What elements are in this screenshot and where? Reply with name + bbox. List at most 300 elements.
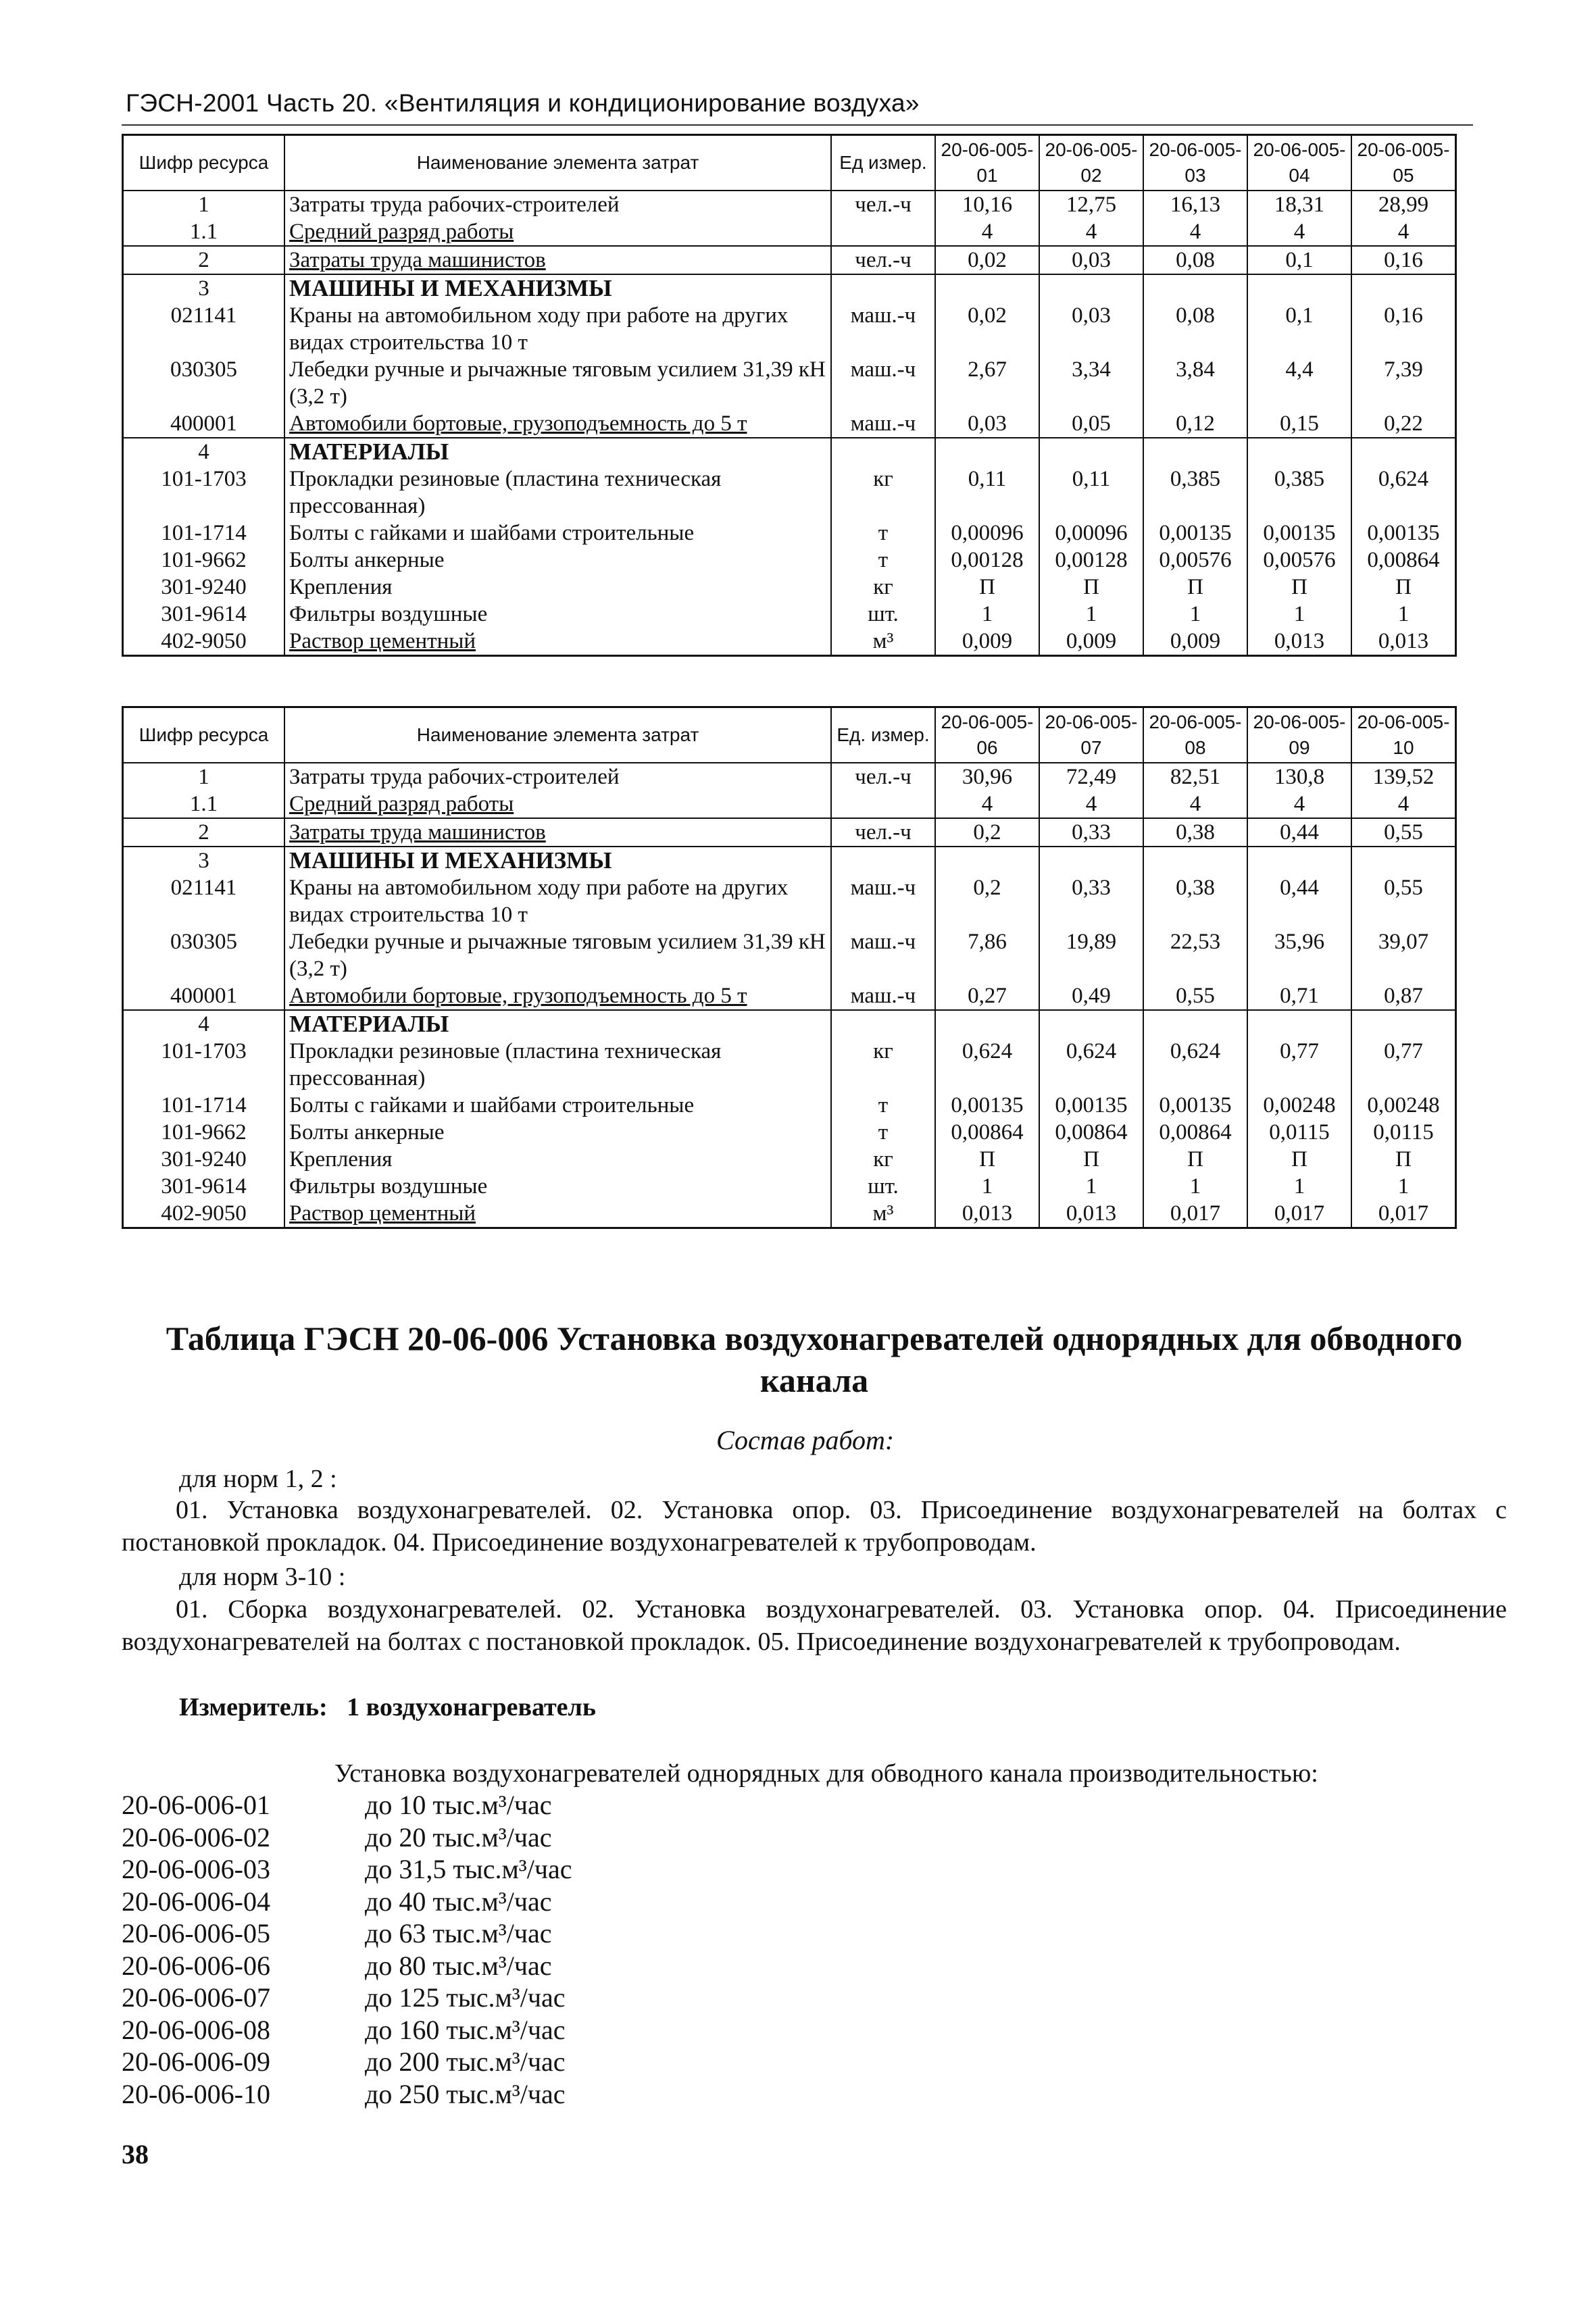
resource-name: МАТЕРИАЛЫ xyxy=(284,1010,831,1038)
norm-description: до 20 тыс.м³/час xyxy=(365,1821,552,1853)
value-cell: 16,13 xyxy=(1143,191,1247,218)
value-cell: 0,009 xyxy=(935,628,1039,656)
resource-code: 021141 xyxy=(123,874,285,928)
value-cell: 0,00135 xyxy=(935,1092,1039,1119)
table-row xyxy=(123,1092,1456,1119)
norms-table-2 xyxy=(122,706,1457,1229)
value-cell: 0,55 xyxy=(1351,874,1456,928)
list-item xyxy=(122,2046,572,2078)
value-cell: 7,86 xyxy=(935,928,1039,982)
value-cell xyxy=(1143,438,1247,466)
value-cell: 0,00096 xyxy=(1039,520,1143,547)
value-cell: 0,017 xyxy=(1143,1200,1247,1228)
resource-name: Фильтры воздушные xyxy=(284,601,831,628)
norms-b-label: для норм 3-10 : xyxy=(179,1563,346,1591)
resource-code: 101-1703 xyxy=(123,1038,285,1092)
value-cell: 28,99 xyxy=(1351,191,1456,218)
table-row xyxy=(123,520,1456,547)
resource-code: 402-9050 xyxy=(123,1200,285,1228)
resource-code: 301-9240 xyxy=(123,1146,285,1173)
norm-code: 20-06-006-01 xyxy=(122,1790,270,1820)
resource-name: Болты с гайками и шайбами строительные xyxy=(284,1092,831,1119)
composition-heading: Состав работ: xyxy=(716,1425,895,1455)
running-header: ГЭСН-2001 Часть 20. «Вентиляция и кондиционирование воздуха» xyxy=(126,89,920,117)
value-cell: 22,53 xyxy=(1143,928,1247,982)
value-cell: 35,96 xyxy=(1247,928,1351,982)
unit-cell: чел.-ч xyxy=(831,818,935,847)
value-cell: 0,017 xyxy=(1351,1200,1456,1228)
norms-b-text: 01. Сборка воздухонагревателей. 02. Установка воздухонагревателей. 03. Установка опор. 04. Присоединение воздухонагревателей на болтах с постановкой прокладок. 05. Присоединение воздухонагревателей к трубопроводам. xyxy=(122,1595,1507,1656)
norm-code: 20-06-006-03 xyxy=(122,1854,270,1884)
unit-cell xyxy=(831,274,935,302)
col-header-code: Шифр ресурса xyxy=(123,135,285,191)
value-cell xyxy=(935,847,1039,874)
resource-name: Затраты труда машинистов xyxy=(284,818,831,847)
value-cell: 0,00128 xyxy=(935,547,1039,574)
norm-code: 20-06-006-10 xyxy=(122,2078,270,2109)
value-cell: 82,51 xyxy=(1143,763,1247,790)
list-item xyxy=(122,1853,572,1886)
table-row xyxy=(123,191,1456,218)
table-row xyxy=(123,1173,1456,1200)
value-cell: 0,27 xyxy=(935,982,1039,1010)
table-row xyxy=(123,1119,1456,1146)
value-cell: 0,00576 xyxy=(1143,547,1247,574)
value-cell xyxy=(935,438,1039,466)
value-cell: П xyxy=(935,1146,1039,1173)
value-cell: 4 xyxy=(1143,218,1247,246)
value-cell: 0,009 xyxy=(1039,628,1143,656)
norm-description: до 31,5 тыс.м³/час xyxy=(365,1854,572,1884)
value-cell: 0,00135 xyxy=(1143,520,1247,547)
table-row xyxy=(123,763,1456,790)
value-cell: 7,39 xyxy=(1351,356,1456,410)
table-row xyxy=(123,982,1456,1010)
resource-name: Средний разряд работы xyxy=(284,790,831,818)
value-cell: 0,22 xyxy=(1351,410,1456,438)
value-cell: 4 xyxy=(1247,790,1351,818)
value-cell: 4 xyxy=(1039,790,1143,818)
unit-cell: т xyxy=(831,1092,935,1119)
value-cell: 0,0115 xyxy=(1247,1119,1351,1146)
value-cell: 4 xyxy=(1351,218,1456,246)
table-row xyxy=(123,628,1456,656)
table-row xyxy=(123,928,1456,982)
value-cell: 0,02 xyxy=(935,246,1039,274)
resource-name: МАШИНЫ И МЕХАНИЗМЫ xyxy=(284,274,831,302)
table-row xyxy=(123,466,1456,520)
value-cell: 0,1 xyxy=(1247,302,1351,356)
value-cell: 0,00248 xyxy=(1351,1092,1456,1119)
table-row xyxy=(123,274,1456,302)
value-cell: 39,07 xyxy=(1351,928,1456,982)
table-row xyxy=(123,438,1456,466)
value-cell: 4 xyxy=(1351,790,1456,818)
value-cell: 2,67 xyxy=(935,356,1039,410)
value-cell: 0,08 xyxy=(1143,302,1247,356)
value-cell: 0,03 xyxy=(1039,302,1143,356)
resource-name: Раствор цементный xyxy=(284,628,831,656)
value-cell: 0,624 xyxy=(1143,1038,1247,1092)
resource-code: 1.1 xyxy=(123,790,285,818)
norm-description: до 160 тыс.м³/час xyxy=(365,2014,566,2045)
value-cell: 12,75 xyxy=(1039,191,1143,218)
value-cell: 0,44 xyxy=(1247,818,1351,847)
value-cell: 0,624 xyxy=(1351,466,1456,520)
value-cell xyxy=(1247,438,1351,466)
col-header-norm: 20-06-005-03 xyxy=(1143,135,1247,191)
col-header-unit: Ед измер. xyxy=(831,135,935,191)
table-row xyxy=(123,302,1456,356)
value-cell: 0,00135 xyxy=(1039,1092,1143,1119)
table-row xyxy=(123,218,1456,246)
value-cell xyxy=(1351,847,1456,874)
value-cell: П xyxy=(1039,574,1143,601)
value-cell: 0,33 xyxy=(1039,874,1143,928)
unit-cell: чел.-ч xyxy=(831,191,935,218)
measure-value: 1 воздухонагреватель xyxy=(347,1693,596,1721)
unit-cell: маш.-ч xyxy=(831,982,935,1010)
table-row xyxy=(123,874,1456,928)
resource-name: Раствор цементный xyxy=(284,1200,831,1228)
value-cell xyxy=(1247,1010,1351,1038)
unit-cell: кг xyxy=(831,574,935,601)
value-cell: 0,08 xyxy=(1143,246,1247,274)
value-cell xyxy=(1039,847,1143,874)
unit-cell: кг xyxy=(831,1146,935,1173)
resource-code: 400001 xyxy=(123,982,285,1010)
value-cell: 0,017 xyxy=(1247,1200,1351,1228)
value-cell: 0,11 xyxy=(935,466,1039,520)
col-header-norm: 20-06-005-07 xyxy=(1039,707,1143,763)
value-cell xyxy=(1039,438,1143,466)
resource-code: 101-1703 xyxy=(123,466,285,520)
norms-a-text: 01. Установка воздухонагревателей. 02. Установка опор. 03. Присоединение воздухонагревателей на болтах с постановкой прокладок. 04. Присоединение воздухонагревателей к трубопроводам. xyxy=(122,1496,1507,1557)
resource-name: Лебедки ручные и рычажные тяговым усилием 31,39 кН (3,2 т) xyxy=(284,928,831,982)
value-cell: П xyxy=(1143,574,1247,601)
value-cell: 0,00248 xyxy=(1247,1092,1351,1119)
col-header-code: Шифр ресурса xyxy=(123,707,285,763)
value-cell: 0,00576 xyxy=(1247,547,1351,574)
unit-cell xyxy=(831,218,935,246)
resource-name: МАТЕРИАЛЫ xyxy=(284,438,831,466)
value-cell: 0,00864 xyxy=(1351,547,1456,574)
value-cell: 10,16 xyxy=(935,191,1039,218)
resource-name: Автомобили бортовые, грузоподъемность до 5 т xyxy=(284,982,831,1010)
col-header-norm: 20-06-005-02 xyxy=(1039,135,1143,191)
value-cell xyxy=(935,274,1039,302)
norm-description: до 250 тыс.м³/час xyxy=(365,2078,566,2109)
list-item xyxy=(122,1789,572,1821)
value-cell: 0,00128 xyxy=(1039,547,1143,574)
value-cell: 1 xyxy=(1351,1173,1456,1200)
value-cell: 0,55 xyxy=(1351,818,1456,847)
value-cell: 1 xyxy=(1039,1173,1143,1200)
value-cell: 0,16 xyxy=(1351,246,1456,274)
value-cell: 0,03 xyxy=(935,410,1039,438)
resource-code: 301-9614 xyxy=(123,601,285,628)
value-cell: 0,00135 xyxy=(1247,520,1351,547)
value-cell: 0,385 xyxy=(1247,466,1351,520)
value-cell: 0,0115 xyxy=(1351,1119,1456,1146)
measure-label: Измеритель: xyxy=(179,1693,328,1721)
value-cell: 4 xyxy=(1143,790,1247,818)
resource-code: 1 xyxy=(123,191,285,218)
value-cell: 19,89 xyxy=(1039,928,1143,982)
value-cell: 1 xyxy=(935,1173,1039,1200)
value-cell: П xyxy=(1039,1146,1143,1173)
col-header-norm: 20-06-005-08 xyxy=(1143,707,1247,763)
table-row xyxy=(123,574,1456,601)
value-cell: 0,87 xyxy=(1351,982,1456,1010)
value-cell: 1 xyxy=(1247,601,1351,628)
norm-description: до 200 тыс.м³/час xyxy=(365,2046,566,2077)
value-cell: 4 xyxy=(1247,218,1351,246)
value-cell: 0,2 xyxy=(935,874,1039,928)
value-cell xyxy=(1039,1010,1143,1038)
unit-cell: м³ xyxy=(831,1200,935,1228)
value-cell: 0,44 xyxy=(1247,874,1351,928)
value-cell: 0,00864 xyxy=(1143,1119,1247,1146)
unit-cell xyxy=(831,790,935,818)
value-cell: 0,15 xyxy=(1247,410,1351,438)
resource-code: 2 xyxy=(123,818,285,847)
value-cell: 0,00135 xyxy=(1143,1092,1247,1119)
resource-name: Болты анкерные xyxy=(284,1119,831,1146)
resource-code: 4 xyxy=(123,1010,285,1038)
resource-code: 1 xyxy=(123,763,285,790)
norm-description: до 40 тыс.м³/час xyxy=(365,1886,552,1917)
resource-code: 101-1714 xyxy=(123,520,285,547)
page-number: 38 xyxy=(122,2139,149,2169)
table-row xyxy=(123,818,1456,847)
resource-name: Затраты труда рабочих-строителей xyxy=(284,191,831,218)
table-row xyxy=(123,410,1456,438)
resource-name: Болты анкерные xyxy=(284,547,831,574)
value-cell: 0,38 xyxy=(1143,818,1247,847)
unit-cell: т xyxy=(831,547,935,574)
resource-code: 101-1714 xyxy=(123,1092,285,1119)
unit-cell: кг xyxy=(831,1038,935,1092)
value-cell: 0,00135 xyxy=(1351,520,1456,547)
unit-cell xyxy=(831,1010,935,1038)
value-cell: П xyxy=(935,574,1039,601)
value-cell: 0,1 xyxy=(1247,246,1351,274)
resource-code: 3 xyxy=(123,274,285,302)
value-cell: 3,84 xyxy=(1143,356,1247,410)
list-item xyxy=(122,2078,572,2111)
value-cell: 0,05 xyxy=(1039,410,1143,438)
resource-name: Лебедки ручные и рычажные тяговым усилием 31,39 кН (3,2 т) xyxy=(284,356,831,410)
value-cell: 1 xyxy=(1143,601,1247,628)
resource-name: Краны на автомобильном ходу при работе на других видах строительства 10 т xyxy=(284,874,831,928)
value-cell: 0,33 xyxy=(1039,818,1143,847)
value-cell: 0,55 xyxy=(1143,982,1247,1010)
col-header-norm: 20-06-005-01 xyxy=(935,135,1039,191)
col-header-name: Наименование элемента затрат xyxy=(284,707,831,763)
resource-code: 030305 xyxy=(123,356,285,410)
resource-code: 301-9614 xyxy=(123,1173,285,1200)
unit-cell: маш.-ч xyxy=(831,356,935,410)
table-row xyxy=(123,547,1456,574)
table-row xyxy=(123,790,1456,818)
table-row xyxy=(123,847,1456,874)
value-cell: 0,624 xyxy=(1039,1038,1143,1092)
norm-code: 20-06-006-06 xyxy=(122,1950,270,1981)
value-cell xyxy=(1247,274,1351,302)
value-cell: 4 xyxy=(935,218,1039,246)
section-title-line1: Таблица ГЭСН 20-06-006 Установка воздухонагревателей однорядных для обводного xyxy=(166,1319,1463,1357)
unit-cell: маш.-ч xyxy=(831,410,935,438)
resource-name: Краны на автомобильном ходу при работе на других видах строительства 10 т xyxy=(284,302,831,356)
unit-cell: маш.-ч xyxy=(831,874,935,928)
value-cell: 1 xyxy=(935,601,1039,628)
value-cell: 1 xyxy=(1351,601,1456,628)
unit-cell: шт. xyxy=(831,1173,935,1200)
table-row xyxy=(123,356,1456,410)
unit-cell: чел.-ч xyxy=(831,763,935,790)
list-item xyxy=(122,1917,572,1950)
value-cell: 0,00864 xyxy=(935,1119,1039,1146)
col-header-norm: 20-06-005-10 xyxy=(1351,707,1456,763)
resource-code: 2 xyxy=(123,246,285,274)
resource-name: МАШИНЫ И МЕХАНИЗМЫ xyxy=(284,847,831,874)
resource-code: 400001 xyxy=(123,410,285,438)
value-cell: 0,00096 xyxy=(935,520,1039,547)
table-row xyxy=(123,1146,1456,1173)
value-cell xyxy=(1143,847,1247,874)
value-cell xyxy=(935,1010,1039,1038)
value-cell: 4 xyxy=(1039,218,1143,246)
value-cell xyxy=(1039,274,1143,302)
resource-code: 402-9050 xyxy=(123,628,285,656)
norm-description: до 63 тыс.м³/час xyxy=(365,1918,552,1948)
value-cell: 0,009 xyxy=(1143,628,1247,656)
value-cell: 0,2 xyxy=(935,818,1039,847)
value-cell xyxy=(1351,438,1456,466)
value-cell: 0,385 xyxy=(1143,466,1247,520)
resource-name: Крепления xyxy=(284,1146,831,1173)
norms-table-1 xyxy=(122,134,1457,657)
value-cell: 30,96 xyxy=(935,763,1039,790)
table-row xyxy=(123,1038,1456,1092)
col-header-name: Наименование элемента затрат xyxy=(284,135,831,191)
resource-name: Болты с гайками и шайбами строительные xyxy=(284,520,831,547)
value-cell: 1 xyxy=(1039,601,1143,628)
value-cell: 0,16 xyxy=(1351,302,1456,356)
resource-code: 101-9662 xyxy=(123,1119,285,1146)
resource-code: 021141 xyxy=(123,302,285,356)
table-row xyxy=(123,1010,1456,1038)
col-header-norm: 20-06-005-09 xyxy=(1247,707,1351,763)
section-title xyxy=(122,1317,1507,1401)
list-item xyxy=(122,1950,572,1982)
col-header-unit: Ед. измер. xyxy=(831,707,935,763)
value-cell: 1 xyxy=(1247,1173,1351,1200)
resource-code: 030305 xyxy=(123,928,285,982)
resource-name: Фильтры воздушные xyxy=(284,1173,831,1200)
list-item xyxy=(122,1982,572,2014)
norm-code: 20-06-006-07 xyxy=(122,1982,270,2013)
value-cell: П xyxy=(1247,1146,1351,1173)
value-cell: 0,013 xyxy=(1247,628,1351,656)
value-cell: П xyxy=(1143,1146,1247,1173)
value-cell: 0,49 xyxy=(1039,982,1143,1010)
section-title-line2: канала xyxy=(759,1361,869,1399)
table-row xyxy=(123,1200,1456,1228)
value-cell: 0,71 xyxy=(1247,982,1351,1010)
list-item xyxy=(122,1886,572,1918)
resource-name: Средний разряд работы xyxy=(284,218,831,246)
unit-cell xyxy=(831,438,935,466)
norm-description: до 10 тыс.м³/час xyxy=(365,1790,552,1820)
norm-code: 20-06-006-05 xyxy=(122,1918,270,1948)
value-cell: 0,013 xyxy=(1351,628,1456,656)
value-cell: П xyxy=(1351,1146,1456,1173)
value-cell: 0,624 xyxy=(935,1038,1039,1092)
resource-name: Крепления xyxy=(284,574,831,601)
resource-name: Затраты труда машинистов xyxy=(284,246,831,274)
value-cell: 139,52 xyxy=(1351,763,1456,790)
resource-name: Прокладки резиновые (пластина техническая прессованная) xyxy=(284,1038,831,1092)
unit-cell: т xyxy=(831,520,935,547)
norm-code: 20-06-006-02 xyxy=(122,1821,270,1853)
resource-code: 301-9240 xyxy=(123,574,285,601)
list-intro: Установка воздухонагревателей однорядных для обводного канала производительностью: xyxy=(334,1759,1318,1788)
unit-cell: шт. xyxy=(831,601,935,628)
resource-code: 3 xyxy=(123,847,285,874)
value-cell: 0,77 xyxy=(1247,1038,1351,1092)
value-cell: 0,77 xyxy=(1351,1038,1456,1092)
unit-cell xyxy=(831,847,935,874)
resource-name: Затраты труда рабочих-строителей xyxy=(284,763,831,790)
resource-name: Прокладки резиновые (пластина техническая прессованная) xyxy=(284,466,831,520)
value-cell: 4 xyxy=(935,790,1039,818)
norm-description: до 80 тыс.м³/час xyxy=(365,1950,552,1981)
norm-list xyxy=(122,1789,572,2110)
header-rule xyxy=(122,124,1473,126)
value-cell xyxy=(1351,274,1456,302)
value-cell xyxy=(1351,1010,1456,1038)
value-cell xyxy=(1143,1010,1247,1038)
value-cell: 130,8 xyxy=(1247,763,1351,790)
value-cell xyxy=(1247,847,1351,874)
unit-cell: кг xyxy=(831,466,935,520)
value-cell: 0,02 xyxy=(935,302,1039,356)
value-cell: 0,013 xyxy=(935,1200,1039,1228)
unit-cell: маш.-ч xyxy=(831,302,935,356)
norms-a-label: для норм 1, 2 : xyxy=(179,1465,337,1493)
list-item xyxy=(122,1821,572,1854)
resource-code: 1.1 xyxy=(123,218,285,246)
value-cell: 0,03 xyxy=(1039,246,1143,274)
value-cell: 4,4 xyxy=(1247,356,1351,410)
norm-description: до 125 тыс.м³/час xyxy=(365,1982,566,2013)
value-cell: 0,38 xyxy=(1143,874,1247,928)
resource-name: Автомобили бортовые, грузоподъемность до 5 т xyxy=(284,410,831,438)
table-row xyxy=(123,601,1456,628)
value-cell xyxy=(1143,274,1247,302)
resource-code: 4 xyxy=(123,438,285,466)
table-row xyxy=(123,246,1456,274)
norm-code: 20-06-006-09 xyxy=(122,2046,270,2077)
value-cell: 3,34 xyxy=(1039,356,1143,410)
unit-cell: м³ xyxy=(831,628,935,656)
list-item xyxy=(122,2014,572,2046)
value-cell: 18,31 xyxy=(1247,191,1351,218)
resource-code: 101-9662 xyxy=(123,547,285,574)
value-cell: 72,49 xyxy=(1039,763,1143,790)
